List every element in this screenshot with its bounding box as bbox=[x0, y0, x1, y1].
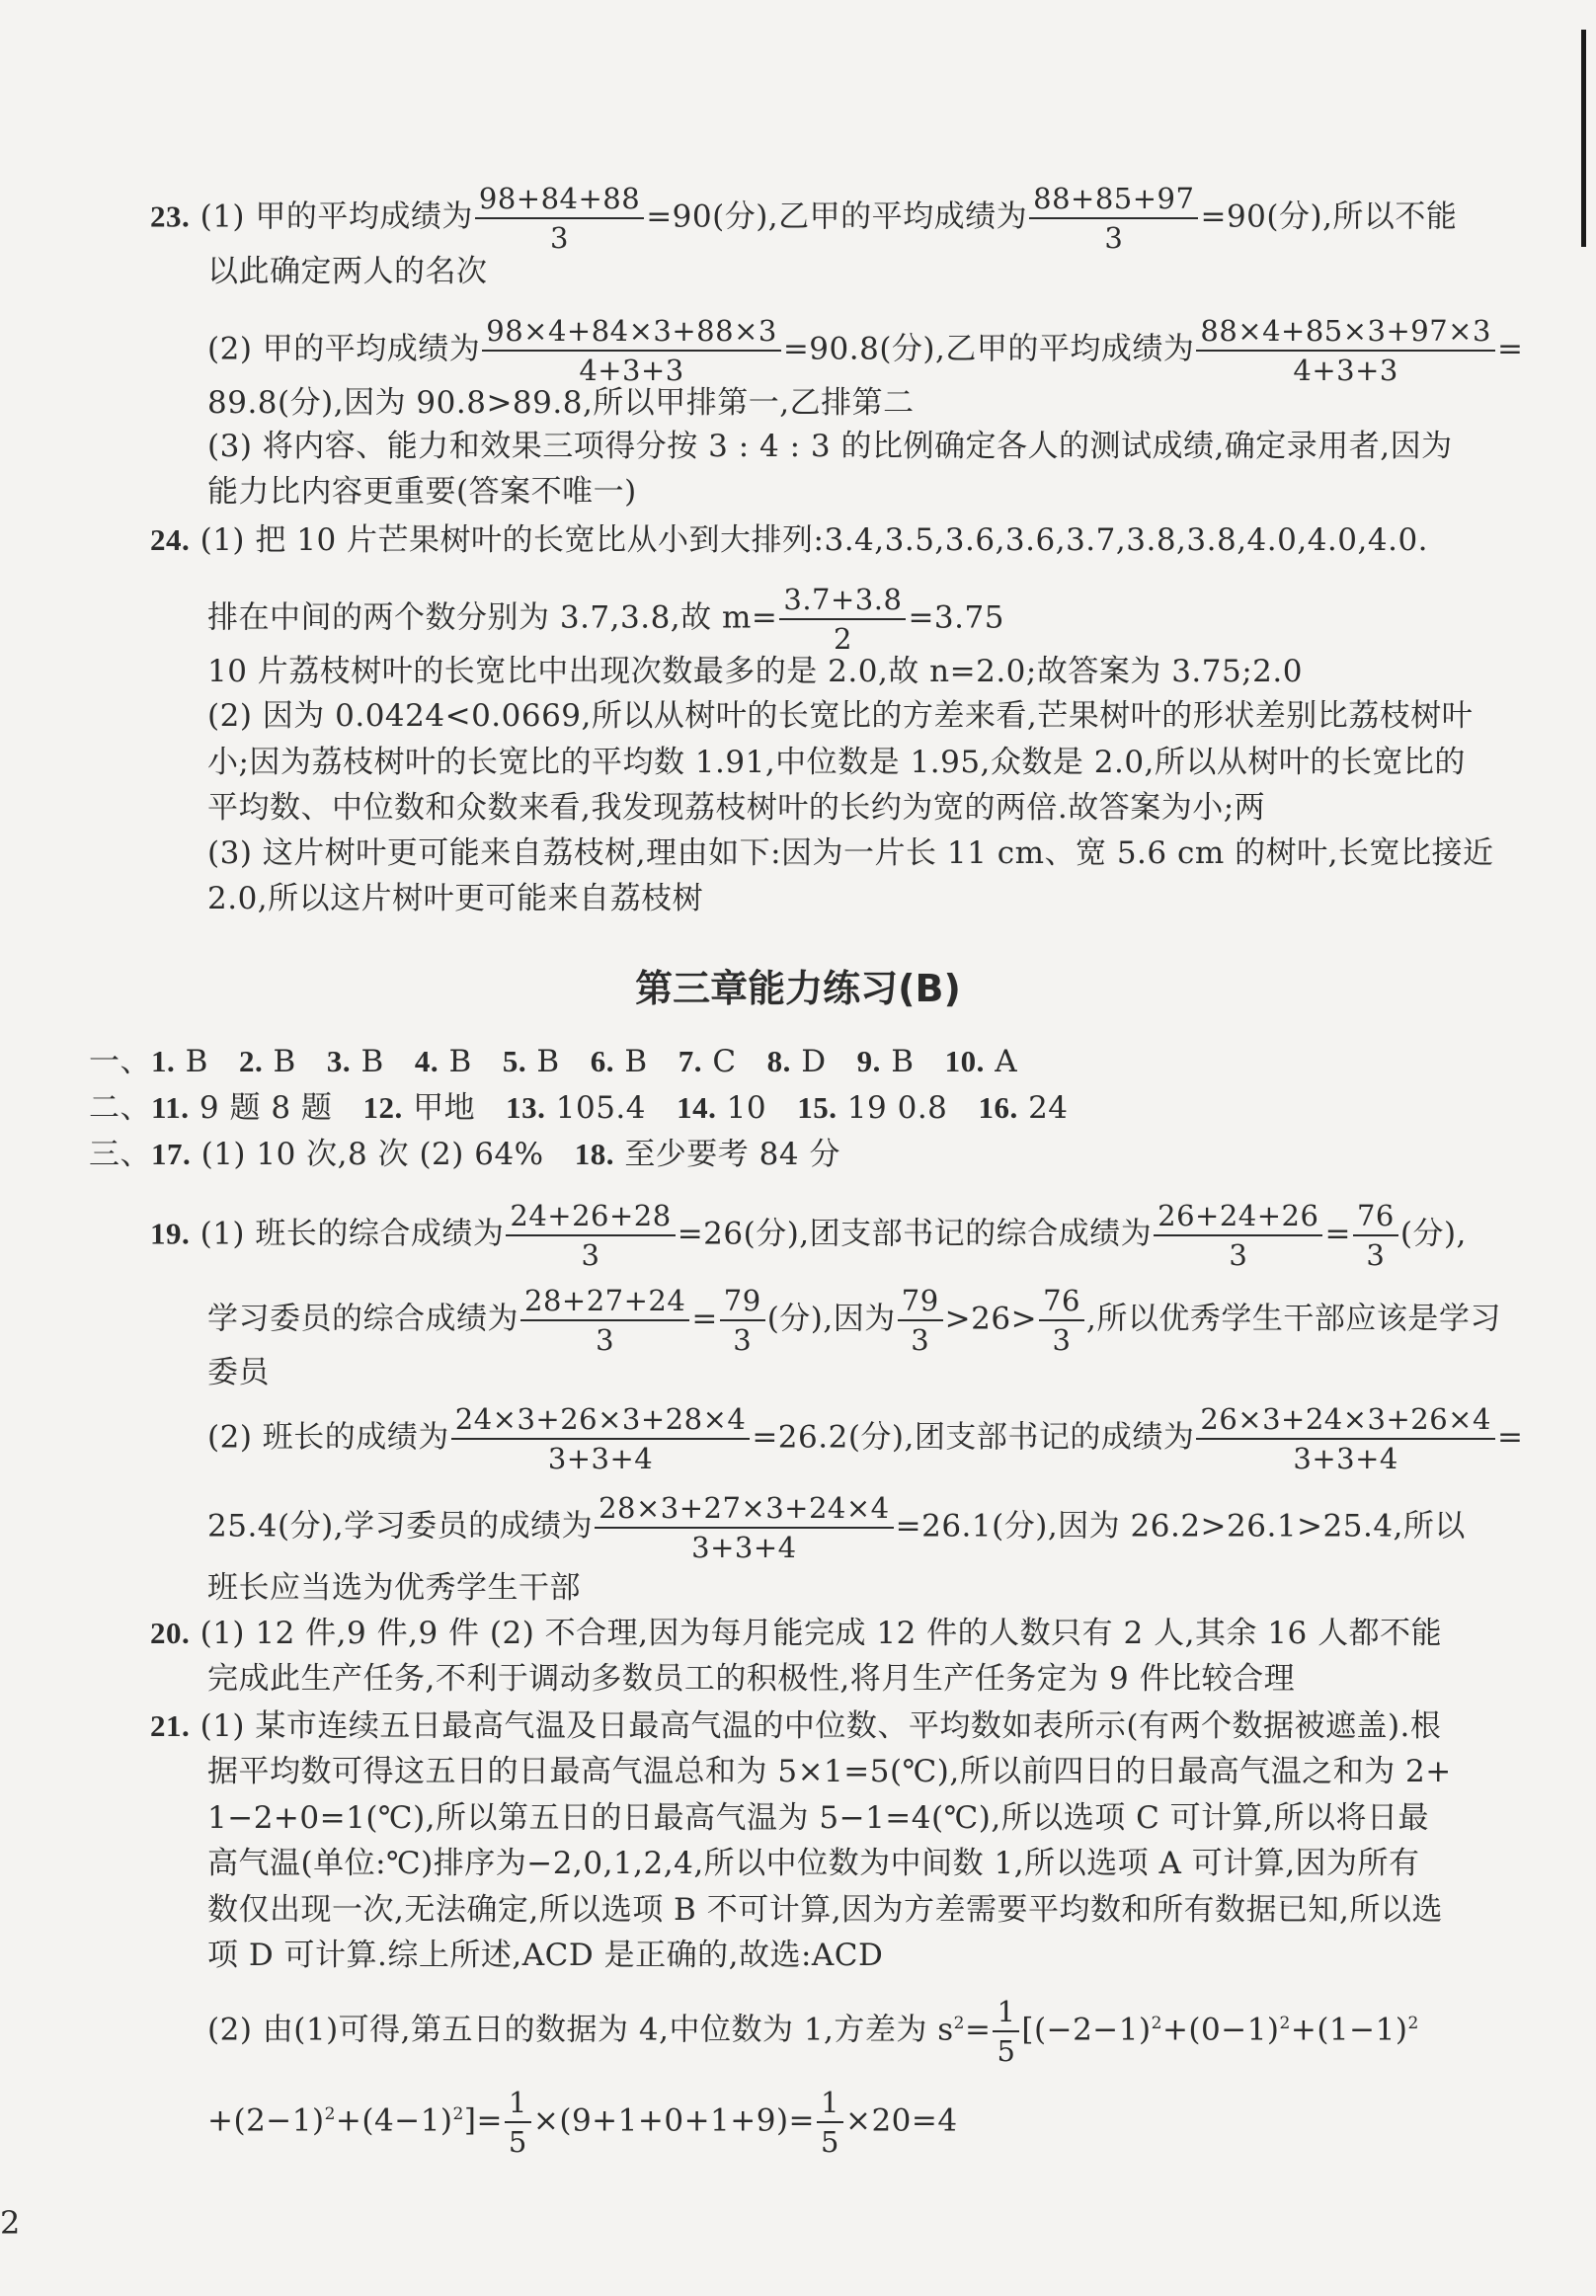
fraction: $\frac{24\times 3+26\times 3+28\times 4}{3+3+4}$ bbox=[451, 1400, 751, 1477]
fraction: $\frac{79}{3}$ bbox=[898, 1282, 943, 1359]
part3-answers: 三、17. (1) 10 次,8 次 (2) 64% 18. 至少要考 84 分 bbox=[89, 1137, 840, 1172]
answer-value: B bbox=[175, 1044, 208, 1079]
fraction: $\frac{88\times 4+85\times 3+97\times 3}{4+3+3}$ bbox=[1196, 312, 1495, 389]
fraction: $\frac{28\times 3+27\times 3+24\times 4}{3+3+4}$ bbox=[595, 1489, 894, 1566]
q21-line1: 21. (1) 某市连续五日最高气温及日最高气温的中位数、平均数如表所示(有两个数据被遮盖).根 bbox=[150, 1708, 1442, 1744]
answer-number: 10. bbox=[944, 1044, 985, 1078]
section-title: 第三章能力练习(B) bbox=[635, 967, 961, 1010]
answer-value: D bbox=[790, 1044, 827, 1079]
answer-number: 12. bbox=[362, 1090, 403, 1125]
q23-line2: 以此确定两人的名次 bbox=[207, 254, 488, 289]
q24-line2: 排在中间的两个数分别为 3.7,3.8,故 m= $\frac{3.7+3.8}{2}$ =3.75 bbox=[207, 583, 1004, 656]
q19-line1: 19. (1) 班长的综合成绩为 $\frac{24+26+28}{3}$ =26(分),团支部书记的综合成绩为 $\frac{26+24+26}{3}$ = $\frac{76}{3}$ (分), bbox=[150, 1199, 1467, 1272]
q20-line2: 完成此生产任务,不利于调动多数员工的积极性,将月生产任务定为 9 件比较合理 bbox=[207, 1661, 1296, 1697]
answer-value: A bbox=[984, 1044, 1018, 1079]
answer-value: B bbox=[439, 1044, 472, 1079]
answer-number: 5. bbox=[502, 1044, 527, 1078]
q24-line6: 平均数、中位数和众数来看,我发现荔枝树叶的长约为宽的两倍.故答案为小;两 bbox=[207, 790, 1266, 826]
q19-line3: 委员 bbox=[207, 1355, 270, 1390]
answer-number: 8. bbox=[766, 1044, 791, 1078]
answer-number: 16. bbox=[978, 1090, 1018, 1125]
answer-number: 6. bbox=[590, 1044, 615, 1078]
answer-number: 7. bbox=[678, 1044, 702, 1078]
fraction: $\frac{26+24+26}{3}$ bbox=[1154, 1197, 1322, 1274]
q21-line4: 高气温(单位:℃)排序为−2,0,1,2,4,所以中位数为中间数 1,所以选项 A 可计算,因为所有 bbox=[207, 1846, 1420, 1881]
q20-line1: 20. (1) 12 件,9 件,9 件 (2) 不合理,因为每月能完成 12 件的人数只有 2 人,其余 16 人都不能 bbox=[150, 1616, 1443, 1651]
fraction: $\frac{79}{3}$ bbox=[720, 1282, 765, 1359]
answer-value: B bbox=[351, 1044, 384, 1079]
answer-value: 甲地 bbox=[402, 1090, 476, 1126]
answer-value: 19 0.8 bbox=[837, 1090, 948, 1126]
q24-line1: 24. (1) 把 10 片芒果树叶的长宽比从小到大排列:3.4,3.5,3.6,3.6,3.7,3.8,3.8,4.0,4.0,4.0. bbox=[150, 522, 1429, 558]
fraction: $\frac{28+27+24}{3}$ bbox=[520, 1282, 689, 1359]
q21-line8: $+(2-1)^2+(4-1)^2]=$ $\frac{1}{5}$ ×(9+1+0+1+9)= $\frac{1}{5}$ ×20=4 bbox=[207, 2086, 958, 2159]
q24-line3: 10 片荔枝树叶的长宽比中出现次数最多的是 2.0,故 n=2.0;故答案为 3.75;2.0 bbox=[207, 654, 1303, 689]
fraction: $\frac{1}{5}$ bbox=[817, 2084, 843, 2161]
answer-value: B bbox=[880, 1044, 915, 1079]
answer-number: 13. bbox=[506, 1090, 546, 1125]
fraction: $\frac{3.7+3.8}{2}$ bbox=[779, 581, 906, 658]
fraction: $\frac{98+84+88}{3}$ bbox=[475, 180, 644, 257]
q21-line6: 项 D 可计算.综上所述,ACD 是正确的,故选:ACD bbox=[207, 1938, 884, 1973]
q19-line4: (2) 班长的成绩为 $\frac{24\times 3+26\times 3+28\times 4}{3+3+4}$ =26.2(分),团支部书记的成绩为 $\frac{26\times 3+24\times 3+26\times 4}{3+3+4}$ = bbox=[207, 1402, 1524, 1475]
q23-line5: (3) 将内容、能力和效果三项得分按 3 : 4 : 3 的比例确定各人的测试成绩,确定录用者,因为 bbox=[207, 429, 1453, 464]
q24-line4: (2) 因为 0.0424<0.0669,所以从树叶的长宽比的方差来看,芒果树叶的形状差别比荔枝树叶 bbox=[207, 698, 1474, 734]
answer-number: 3. bbox=[326, 1044, 352, 1078]
answer-value: 105.4 bbox=[545, 1090, 647, 1126]
answer-value: B bbox=[263, 1044, 296, 1079]
q19-line2: 学习委员的综合成绩为 $\frac{28+27+24}{3}$ = $\frac{79}{3}$ (分),因为 $\frac{79}{3}$ >26> $\frac{76}{3}$ ,所以优秀学生干部应该是学习 bbox=[207, 1284, 1501, 1357]
q21-line2: 据平均数可得这五日的日最高气温总和为 5×1=5(℃),所以前四日的日最高气温之和为 2+ bbox=[207, 1754, 1452, 1789]
answer-number: 9. bbox=[856, 1044, 881, 1078]
fraction: $\frac{1}{5}$ bbox=[505, 2084, 531, 2161]
q19-line6: 班长应当选为优秀学生干部 bbox=[207, 1570, 581, 1606]
part1-answers: 一、1. B 2. B 3. B 4. B 5. B 6. B 7. C 8. D 9. B 10. A bbox=[89, 1044, 1018, 1079]
fraction: $\frac{98\times 4+84\times 3+88\times 3}{4+3+3}$ bbox=[482, 312, 781, 389]
fraction: $\frac{76}{3}$ bbox=[1353, 1197, 1398, 1274]
q21-line7: (2) 由(1)可得,第五日的数据为 4,中位数为 1,方差为 $s^2=$ $\frac{1}{5}$ [$(-2-1)^2+(0-1)^2+(1-1)^2$ bbox=[207, 1995, 1419, 2068]
answer-number: 14. bbox=[677, 1090, 717, 1125]
answer-value: 9 题 8 题 bbox=[189, 1090, 333, 1126]
q23-number: 23. bbox=[150, 198, 191, 234]
q19-line5: 25.4(分),学习委员的成绩为 $\frac{28\times 3+27\times 3+24\times 4}{3+3+4}$ =26.1(分),因为 26.2>26.1>25.4,所以 bbox=[207, 1491, 1466, 1564]
q21-line5: 数仅出现一次,无法确定,所以选项 B 不可计算,因为方差需要平均数和所有数据已知,所以选 bbox=[207, 1892, 1443, 1928]
answer-value: B bbox=[526, 1044, 560, 1079]
answer-number: 15. bbox=[797, 1090, 838, 1125]
q24-line7: (3) 这片树叶更可能来自荔枝树,理由如下:因为一片长 11 cm、宽 5.6 cm 的树叶,长宽比接近 bbox=[207, 835, 1494, 871]
part2-answers: 二、11. 9 题 8 题 12. 甲地 13. 105.4 14. 10 15. 19 0.8 16. 24 bbox=[89, 1090, 1069, 1126]
answer-number: 4. bbox=[414, 1044, 439, 1078]
answer-value: 24 bbox=[1017, 1090, 1069, 1126]
scan-edge-line bbox=[1581, 30, 1586, 247]
q21-line3: 1−2+0=1(℃),所以第五日的日最高气温为 5−1=4(℃),所以选项 C 可计算,所以将日最 bbox=[207, 1800, 1430, 1836]
answer-number: 2. bbox=[238, 1044, 264, 1078]
answer-number: 1. bbox=[151, 1044, 176, 1078]
q23-line4: 89.8(分),因为 90.8>89.8,所以甲排第一,乙排第二 bbox=[207, 385, 915, 421]
q23-line6: 能力比内容更重要(答案不唯一) bbox=[207, 474, 637, 510]
fraction: $\frac{26\times 3+24\times 3+26\times 4}{3+3+4}$ bbox=[1196, 1400, 1495, 1477]
answer-value: C bbox=[701, 1044, 737, 1079]
fraction: $\frac{88+85+97}{3}$ bbox=[1029, 180, 1198, 257]
q24-line5: 小;因为荔枝树叶的长宽比的平均数 1.91,中位数是 1.95,众数是 2.0,所以从树叶的长宽比的 bbox=[207, 745, 1466, 780]
fraction: $\frac{24+26+28}{3}$ bbox=[506, 1197, 675, 1274]
q24-line8: 2.0,所以这片树叶更可能来自荔枝树 bbox=[207, 881, 704, 916]
answer-number: 11. bbox=[151, 1090, 190, 1125]
fraction: $\frac{76}{3}$ bbox=[1039, 1282, 1084, 1359]
q23-line1: 23. (1) 甲的平均成绩为 $\frac{98+84+88}{3}$ =90(分),乙甲的平均成绩为 $\frac{88+85+97}{3}$ =90(分),所以不能 bbox=[150, 182, 1458, 255]
q23-line3: (2) 甲的平均成绩为 $\frac{98\times 4+84\times 3+88\times 3}{4+3+3}$ =90.8(分),乙甲的平均成绩为 $\frac{88\times 4+85\times 3+97\times 3}{4+3+3}$ = bbox=[207, 314, 1524, 387]
answer-value: 10 bbox=[716, 1090, 767, 1126]
page-number: 2 bbox=[0, 2204, 21, 2242]
answer-value: B bbox=[614, 1044, 648, 1079]
fraction: $\frac{1}{5}$ bbox=[993, 1993, 1019, 2070]
